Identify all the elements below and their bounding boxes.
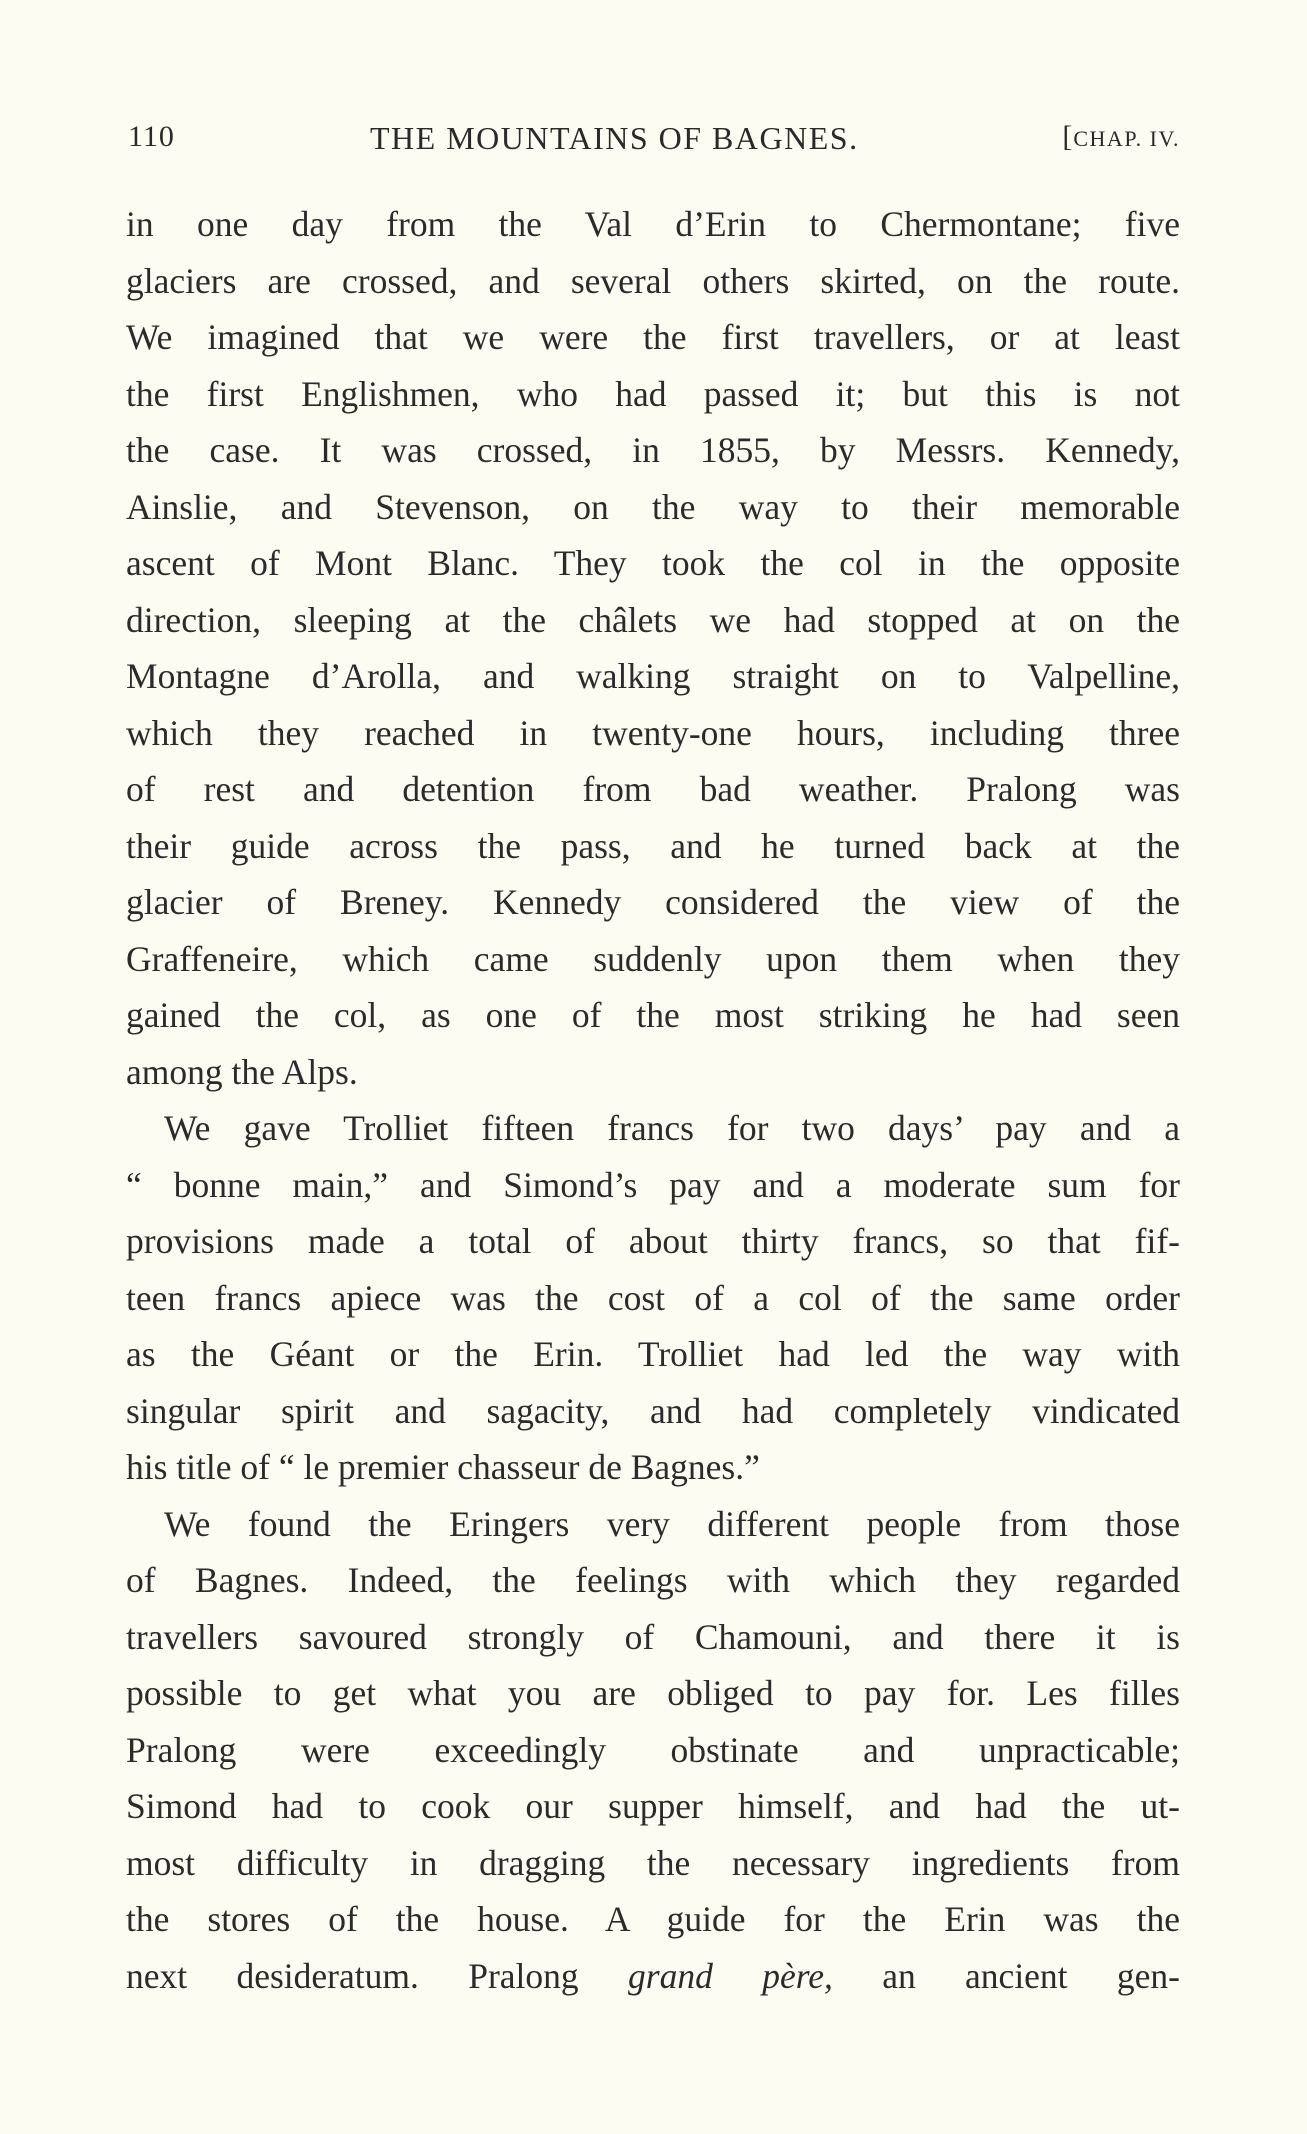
body-text — [126, 196, 1180, 2004]
text-line: singular spirit and sagacity, and had completely vindicated — [126, 1390, 1180, 1431]
italic-phrase: grand père, — [628, 1955, 833, 1996]
paragraph-end-line: among the Alps. — [126, 1051, 358, 1092]
text-line: the stores of the house. A guide for the Erin was the — [126, 1899, 1180, 1939]
text-line: in one day from the Val d’Erin to Chermontane; five — [126, 204, 1180, 244]
paragraph-first-line: We gave Trolliet fifteen francs for two days’ pay and a — [164, 1108, 1180, 1148]
text-line: Ainslie, and Stevenson, on the way to their memorable — [126, 486, 1180, 527]
text-line: of rest and detention from bad weather. Pralong was — [126, 769, 1180, 809]
final-line-start: next desideratum. Pralong — [126, 1955, 629, 1996]
text-line: We imagined that we were the first travellers, or at least — [126, 317, 1180, 357]
text-line: Pralong were exceedingly obstinate and unpracticable; — [126, 1729, 1180, 1770]
text-line: of Bagnes. Indeed, the feelings with which they regarded — [126, 1560, 1180, 1600]
chapter-label: CHAP. IV. — [1073, 126, 1180, 151]
text-line: gained the col, as one of the most striking he had seen — [126, 995, 1180, 1035]
text-line: their guide across the pass, and he turned back at the — [126, 825, 1180, 866]
text-line: travellers savoured strongly of Chamouni, and there it is — [126, 1616, 1180, 1657]
text-line: “ bonne main,” and Simond’s pay and a moderate sum for — [126, 1164, 1180, 1205]
text-line: provisions made a total of about thirty francs, so that fif- — [126, 1221, 1180, 1261]
running-title: THE MOUNTAINS OF BAGNES. — [370, 120, 859, 156]
final-text-line — [126, 1948, 1180, 2005]
text-line: which they reached in twenty-one hours, including three — [126, 712, 1180, 753]
text-line: ascent of Mont Blanc. They took the col in the opposite — [126, 543, 1180, 583]
text-line: the case. It was crossed, in 1855, by Messrs. Kennedy, — [126, 430, 1180, 470]
text-line: glacier of Breney. Kennedy considered the view of the — [126, 882, 1180, 922]
text-line: Simond had to cook our supper himself, and had the ut- — [126, 1786, 1180, 1826]
text-line: most difficulty in dragging the necessary ingredients from — [126, 1842, 1180, 1883]
running-header — [128, 120, 1180, 160]
text-line: possible to get what you are obliged to pay for. Les filles — [126, 1673, 1180, 1713]
page-number: 110 — [128, 120, 175, 153]
text-line: direction, sleeping at the châlets we had stopped at on the — [126, 599, 1180, 640]
paragraph-end-line: his title of “ le premier chasseur de Bagnes.” — [126, 1447, 760, 1487]
text-line: teen francs apiece was the cost of a col of the same order — [126, 1277, 1180, 1318]
text-line: the first Englishmen, who had passed it; but this is not — [126, 373, 1180, 414]
chapter-reference — [1062, 120, 1180, 154]
text-line: glaciers are crossed, and several others skirted, on the route. — [126, 260, 1180, 301]
paragraph-first-line: We found the Eringers very different people from those — [164, 1503, 1180, 1544]
text-line: Montagne d’Arolla, and walking straight on to Valpelline, — [126, 656, 1180, 696]
text-line: as the Géant or the Erin. Trolliet had led the way with — [126, 1334, 1180, 1374]
final-line-end: an ancient gen- — [832, 1955, 1180, 1996]
text-line: Graffeneire, which came suddenly upon them when they — [126, 938, 1180, 979]
chapter-bracket: [ — [1062, 120, 1074, 153]
